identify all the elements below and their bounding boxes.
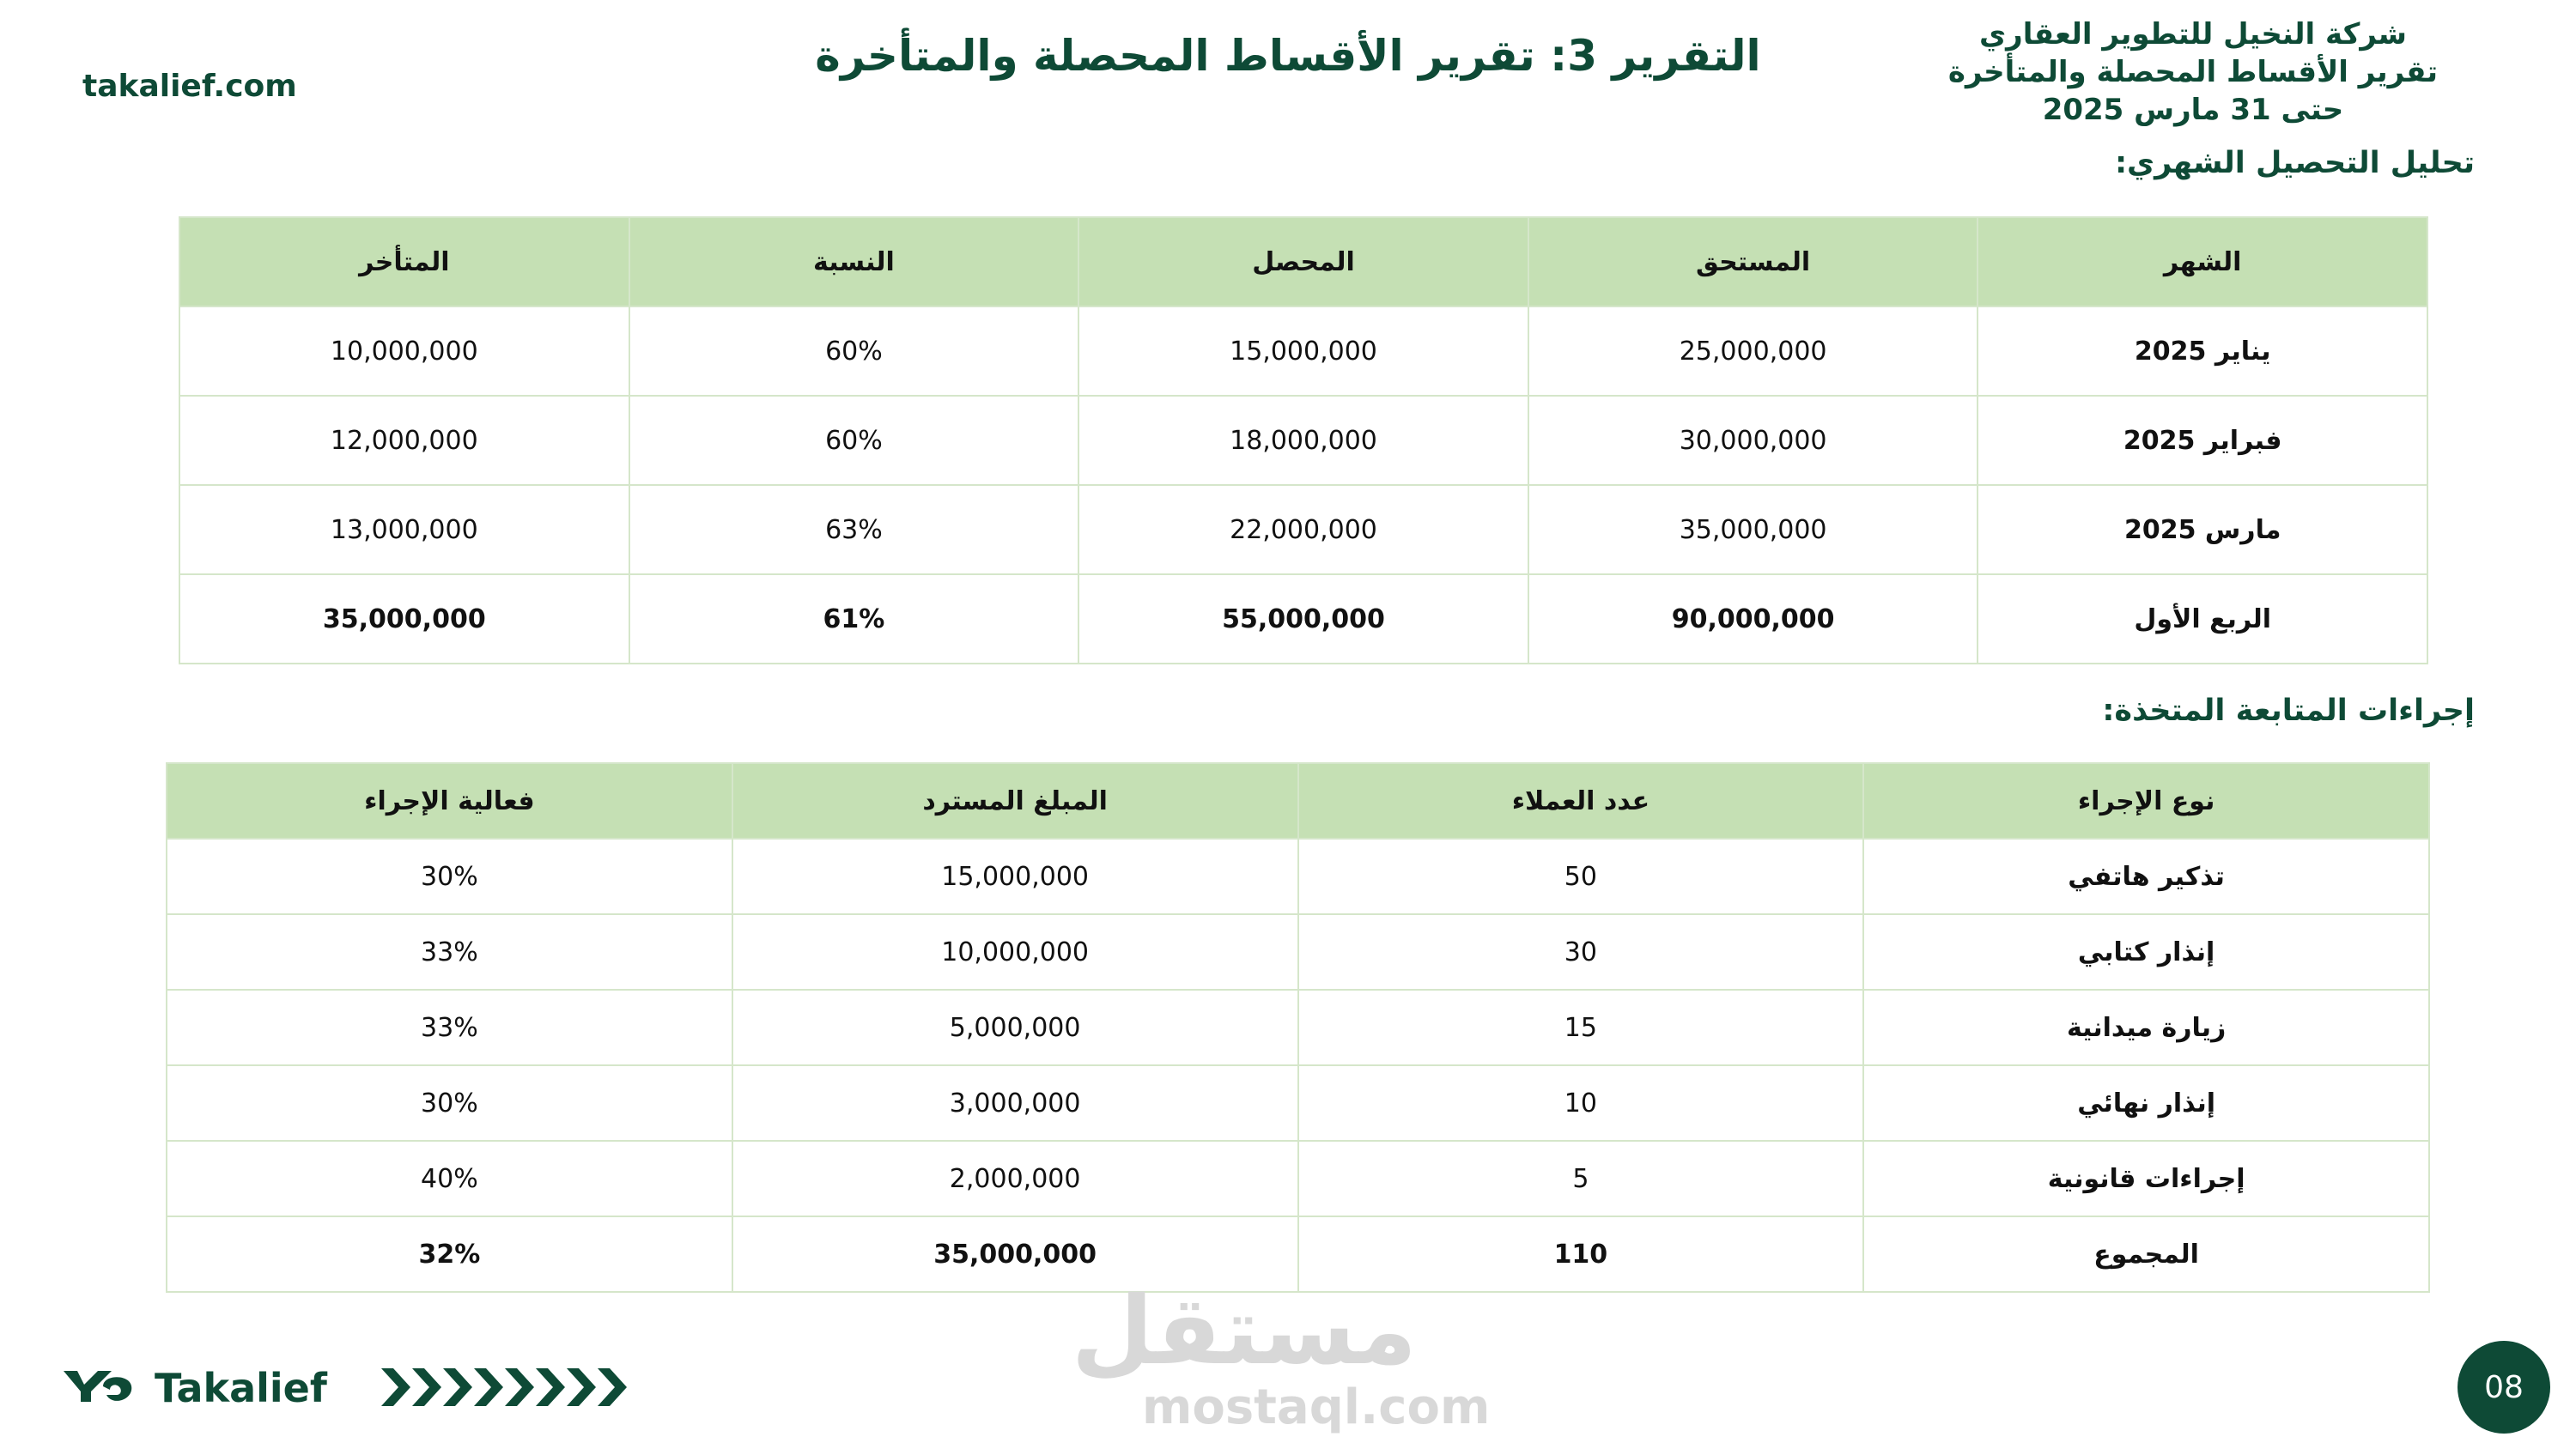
table-cell: مارس 2025 xyxy=(1978,485,2427,574)
takalief-mark-icon xyxy=(60,1366,143,1410)
table-cell: الربع الأول xyxy=(1978,574,2427,664)
table-cell: 15,000,000 xyxy=(732,839,1298,914)
table-cell: إجراءات قانونية xyxy=(1863,1141,2429,1216)
column-header: المحصل xyxy=(1078,217,1528,306)
table-cell: تذكير هاتفي xyxy=(1863,839,2429,914)
watermark xyxy=(1071,1276,1491,1435)
table-row xyxy=(167,1065,2429,1141)
table-row xyxy=(179,306,2427,396)
watermark-arabic: مستقل xyxy=(1071,1276,1417,1385)
table-cell: 15 xyxy=(1298,990,1864,1065)
table-cell: 10,000,000 xyxy=(179,306,629,396)
table-row xyxy=(167,990,2429,1065)
table-cell: 2,000,000 xyxy=(732,1141,1298,1216)
column-header: النسبة xyxy=(629,217,1079,306)
table-cell: 90,000,000 xyxy=(1528,574,1978,664)
table-row xyxy=(179,396,2427,485)
page-number: 08 xyxy=(2458,1341,2550,1434)
table-cell: 30 xyxy=(1298,914,1864,990)
table-row xyxy=(167,839,2429,914)
table-header-row xyxy=(179,217,2427,306)
site-url[interactable]: takalief.com xyxy=(82,69,297,104)
table-cell: 3,000,000 xyxy=(732,1065,1298,1141)
table-cell: 5,000,000 xyxy=(732,990,1298,1065)
column-header: نوع الإجراء xyxy=(1863,763,2429,839)
logo-text: Takalief xyxy=(155,1365,327,1411)
monthly-collection-table xyxy=(179,216,2428,664)
followup-actions-table xyxy=(166,762,2430,1293)
table-cell: 35,000,000 xyxy=(1528,485,1978,574)
column-header: فعالية الإجراء xyxy=(167,763,732,839)
column-header: المبلغ المسترد xyxy=(732,763,1298,839)
table-cell: 30% xyxy=(167,1065,732,1141)
table-cell: 35,000,000 xyxy=(732,1216,1298,1292)
followup-actions-title: إجراءات المتابعة المتخذة: xyxy=(2102,694,2475,728)
table-cell: 60% xyxy=(629,396,1079,485)
table-cell: 110 xyxy=(1298,1216,1864,1292)
table-cell: 5 xyxy=(1298,1141,1864,1216)
report-date: حتى 31 مارس 2025 xyxy=(2042,93,2344,127)
chevron-strip xyxy=(381,1365,656,1413)
table-cell: 33% xyxy=(167,914,732,990)
table-cell: 63% xyxy=(629,485,1079,574)
table-cell: 35,000,000 xyxy=(179,574,629,664)
table-total-row xyxy=(179,574,2427,664)
table-cell: 60% xyxy=(629,306,1079,396)
table-cell: 55,000,000 xyxy=(1078,574,1528,664)
table-cell: 13,000,000 xyxy=(179,485,629,574)
chevron-right-icon xyxy=(381,1368,627,1406)
column-header: المستحق xyxy=(1528,217,1978,306)
table-cell: المجموع xyxy=(1863,1216,2429,1292)
table-cell: زيارة ميدانية xyxy=(1863,990,2429,1065)
table-cell: 12,000,000 xyxy=(179,396,629,485)
column-header: المتأخر xyxy=(179,217,629,306)
table-cell: فبراير 2025 xyxy=(1978,396,2427,485)
table-cell: يناير 2025 xyxy=(1978,306,2427,396)
table-cell: 15,000,000 xyxy=(1078,306,1528,396)
table-header-row xyxy=(167,763,2429,839)
table-row xyxy=(179,485,2427,574)
takalief-logo xyxy=(60,1365,327,1411)
table-cell: 61% xyxy=(629,574,1079,664)
table-cell: 10,000,000 xyxy=(732,914,1298,990)
company-name: شركة النخيل للتطوير العقاري xyxy=(1979,17,2407,52)
table-cell: 25,000,000 xyxy=(1528,306,1978,396)
table-cell: 10 xyxy=(1298,1065,1864,1141)
column-header: الشهر xyxy=(1978,217,2427,306)
table-cell: 32% xyxy=(167,1216,732,1292)
table-cell: 22,000,000 xyxy=(1078,485,1528,574)
page-title: التقرير 3: تقرير الأقساط المحصلة والمتأخرة xyxy=(815,31,1761,81)
table-row xyxy=(167,914,2429,990)
table-cell: 50 xyxy=(1298,839,1864,914)
table-cell: إنذار كتابي xyxy=(1863,914,2429,990)
company-block xyxy=(1893,15,2494,129)
table-cell: 40% xyxy=(167,1141,732,1216)
report-name: تقرير الأقساط المحصلة والمتأخرة xyxy=(1947,55,2439,89)
table-cell: 30% xyxy=(167,839,732,914)
table-row xyxy=(167,1141,2429,1216)
table-cell: 30,000,000 xyxy=(1528,396,1978,485)
table-cell: 18,000,000 xyxy=(1078,396,1528,485)
watermark-latin: mostaql.com xyxy=(1142,1379,1491,1435)
monthly-analysis-title: تحليل التحصيل الشهري: xyxy=(2115,146,2475,180)
column-header: عدد العملاء xyxy=(1298,763,1864,839)
table-cell: 33% xyxy=(167,990,732,1065)
table-cell: إنذار نهائي xyxy=(1863,1065,2429,1141)
